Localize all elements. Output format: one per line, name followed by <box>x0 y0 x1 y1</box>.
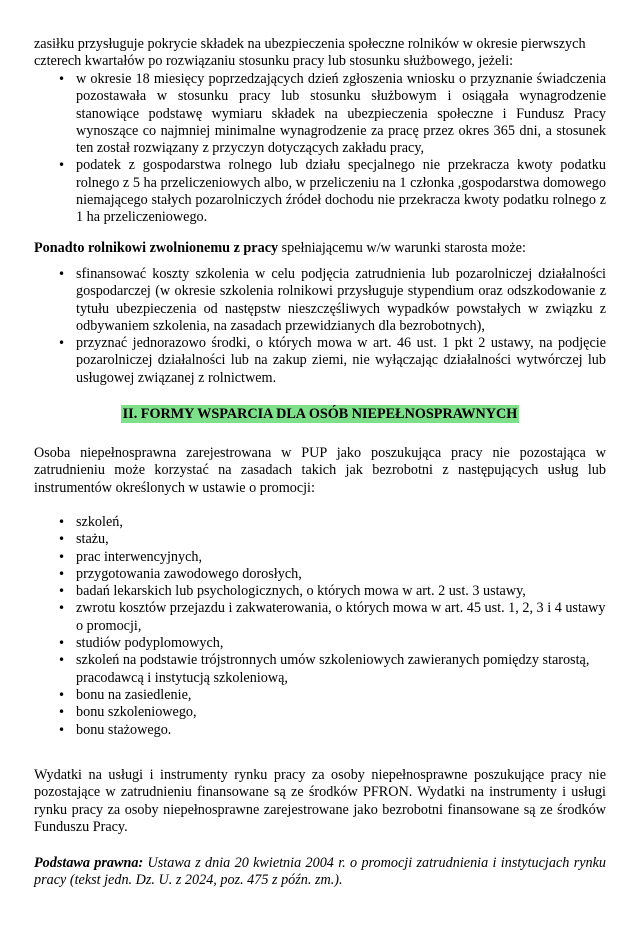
list-item: • w okresie 18 miesięcy poprzedzających dzień zgłoszenia wniosku o przyznanie świadczenia pozostawała w stosunku pracy lub stosunku służbowym i osiągała wynagrodzenie stanowiące podstawę wymiaru składek na ubezpieczenia społeczne i Fundusz Pracy wynoszące co najmniej minimalne wynagrodzenie za pracę przez okres 365 dni, a stosunek ten został rozwiązany z przyczyn dotyczących zakładu pracy, <box>34 71 606 157</box>
list-item: • prac interwencyjnych, <box>34 549 606 566</box>
list-item: • bonu stażowego. <box>34 722 606 739</box>
intro-line-1: zasiłku przysługuje pokrycie składek na ubezpieczenia społeczne rolników w okresie pierwszych <box>34 36 586 52</box>
list-item: • bonu na zasiedlenie, <box>34 687 606 704</box>
conditions-list <box>34 71 606 227</box>
section-intro: Osoba niepełnosprawna zarejestrowana w PUP jako poszukująca pracy nie pozostająca w zatrudnieniu może korzystać na zasadach takich jak bezrobotni z następujących usług lub instrumentów określonych w ustawie o promocji: <box>34 445 606 496</box>
starosta-lead-rest: spełniającemu w/w warunki starosta może: <box>278 240 526 256</box>
list-item: • sfinansować koszty szkolenia w celu podjęcia zatrudnienia lub pozarolniczej działalności gospodarczej (w okresie szkolenia rolnikowi przysługuje stypendium oraz odszkodowanie z tytułu ubezpieczenia od następstw nieszczęśliwych wypadków powstałych w związku z odbywaniem szkolenia, na zasadach przewidzianych dla bezrobotnych), <box>34 266 606 335</box>
starosta-list <box>34 266 606 387</box>
list-item: • szkoleń, <box>34 514 606 531</box>
list-item: • studiów podyplomowych, <box>34 635 606 652</box>
funding-paragraph: Wydatki na usługi i instrumenty rynku pracy za osoby niepełnosprawne poszukujące pracy nie pozostające w zatrudnieniu finansowane są ze środków PFRON. Wydatki na instrumenty i usługi rynku pracy za osoby niepełnosprawne zarejestrowane jako bezrobotni finansowane są ze środków Funduszu Pracy. <box>34 767 606 835</box>
intro-paragraph <box>34 36 606 71</box>
intro-line-2: czterech kwartałów po rozwiązaniu stosunku pracy lub stosunku służbowego, jeżeli: <box>34 53 514 70</box>
legal-basis <box>34 855 606 890</box>
list-item: • podatek z gospodarstwa rolnego lub działu specjalnego nie przekracza kwoty podatku rolnego z 5 ha przeliczeniowych albo, w przeliczeniu na 1 członka ,gospodarstwa domowego niemającego stałych pozarolniczych źródeł dochodu nie przekracza kwoty podatku rolnego z 1 ha przeliczeniowego. <box>34 157 606 226</box>
starosta-lead <box>34 240 606 257</box>
section-heading: II. FORMY WSPARCIA DLA OSÓB NIEPEŁNOSPRAWNYCH <box>122 406 518 422</box>
legal-basis-label: Podstawa prawna: <box>34 855 144 871</box>
support-list <box>34 514 606 739</box>
starosta-lead-bold: Ponadto rolnikowi zwolnionemu z pracy <box>34 240 279 256</box>
list-item: • badań lekarskich lub psychologicznych, o których mowa w art. 2 ust. 3 ustawy, <box>34 583 606 600</box>
list-item: • przygotowania zawodowego dorosłych, <box>34 566 606 583</box>
list-item: • bonu szkoleniowego, <box>34 704 606 721</box>
list-item: • przyznać jednorazowo środki, o których mowa w art. 46 ust. 1 pkt 2 ustawy, na podjęcie pozarolniczej działalności lub na zakup ziemi, nie wyłączając działalności wytwórczej lub usługowej związanej z rolnictwem. <box>34 335 606 387</box>
list-item: • stażu, <box>34 531 606 548</box>
legal-basis-text: Ustawa z dnia 20 kwietnia 2004 r. o promocji zatrudnienia i instytucjach rynku pracy (tekst jedn. Dz. U. z 2024, poz. 475 z późn. zm.). <box>34 855 606 889</box>
list-item: • zwrotu kosztów przejazdu i zakwaterowania, o których mowa w art. 45 ust. 1, 2, 3 i 4 ustawy o promocji, <box>34 600 606 635</box>
section-heading-wrap <box>0 405 640 423</box>
list-item: • szkoleń na podstawie trójstronnych umów szkoleniowych zawieranych pomiędzy starostą, pracodawcą i instytucją szkoleniową, <box>34 652 606 687</box>
